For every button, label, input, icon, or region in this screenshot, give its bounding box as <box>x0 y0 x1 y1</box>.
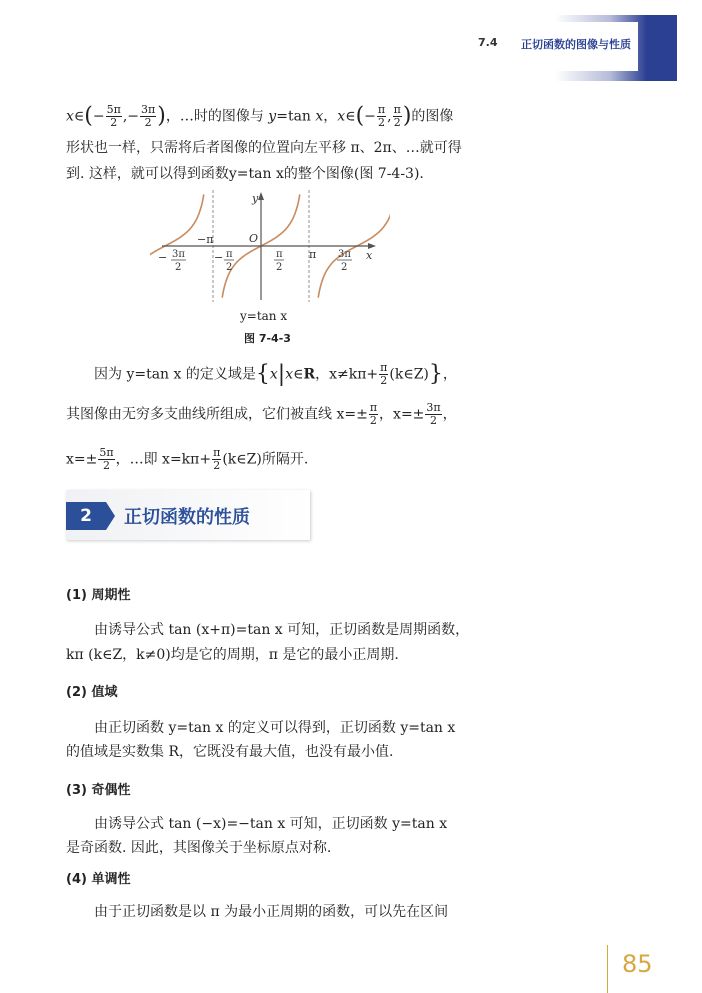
prop-text: 由于正切函数是以 π 为最小正周期的函数，可以先在区间 <box>94 904 449 920</box>
section-heading <box>66 490 310 540</box>
header-section-title: 正切函数的图像与性质 <box>521 38 631 51</box>
y-axis-label: y <box>252 192 259 205</box>
para1-line2: 形状也一样，只需将后者图像的位置向左平移 π、2π、…就可得 <box>66 140 462 156</box>
svg-text:2: 2 <box>175 262 182 273</box>
tick-pi2-num: π <box>276 249 283 260</box>
prop-text: kπ (k∈Z，k≠0)均是它的周期，π 是它的最小正周期. <box>66 647 399 663</box>
tan-graph <box>150 185 390 305</box>
para1-line1: x∈(− $\frac{5\pi}{2}$ ,− $\frac{3\pi}{2}$ )，…时的图像与 y=tan x，x∈(− $\frac{\pi}{2}$ , $\frac{\pi}{2}$ )的图像 <box>66 103 454 129</box>
page-number: 85 <box>622 950 653 978</box>
prop-text: 由诱导公式 tan (x+π)=tan x 可知，正切函数是周期函数， <box>94 622 470 638</box>
header-section-number: 7.4 <box>478 36 498 49</box>
section-arrow-icon <box>106 502 115 530</box>
origin-label: O <box>249 232 259 245</box>
tick-3pi2-num: 3π <box>338 249 351 260</box>
prop-heading-range: (2) 值域 <box>66 685 118 700</box>
tick-neg-pi: −π <box>197 233 214 246</box>
tick-neg-3pi2-num: 3π <box>172 249 185 260</box>
para1-line3: 到. 这样，就可以得到函数y=tan x的整个图像(图 7-4-3). <box>66 166 424 182</box>
prop-text: 的值域是实数集 R，它既没有最大值，也没有最小值. <box>66 744 394 760</box>
prop-text: 是奇函数. 因此，其图像关于坐标原点对称. <box>66 840 332 856</box>
tick-neg-pi2-num: π <box>226 249 233 260</box>
para2-line3: x=± $\frac{5\pi}{2}$ ，…即 x=kπ+ $\frac{\pi}{2}$ (k∈Z)所隔开. <box>66 446 309 472</box>
y-axis-arrow <box>258 192 264 200</box>
x-axis-label: x <box>366 249 373 262</box>
section-number: 2 <box>66 502 106 530</box>
prop-heading-parity: (3) 奇偶性 <box>66 783 131 798</box>
svg-text:2: 2 <box>341 262 348 273</box>
svg-text:−: − <box>214 251 224 264</box>
tick-pi: π <box>309 248 317 261</box>
svg-text:2: 2 <box>276 262 283 273</box>
figure-caption: 图 7-4-3 <box>244 332 291 345</box>
svg-text:−: − <box>158 251 168 264</box>
para2-line2: 其图像由无穷多支曲线所组成，它们被直线 x=± $\frac{\pi}{2}$ ，x=± $\frac{3\pi}{2}$ ， <box>66 401 457 427</box>
prop-text: 由诱导公式 tan (−x)=−tan x 可知，正切函数 y=tan x <box>94 816 448 832</box>
figure-formula: y=tan x <box>240 309 288 323</box>
page-number-divider <box>607 945 608 993</box>
prop-text: 由正切函数 y=tan x 的定义可以得到，正切函数 y=tan x <box>94 720 456 736</box>
prop-heading-periodicity: (1) 周期性 <box>66 588 131 603</box>
para2-line1: 因为 y=tan x 的定义域是{x|x∈R，x≠kπ+ $\frac{\pi}{2}$ (k∈Z)}， <box>94 361 457 387</box>
prop-heading-monotonicity: (4) 单调性 <box>66 872 131 887</box>
section-title: 正切函数的性质 <box>124 507 250 528</box>
svg-text:2: 2 <box>226 262 233 273</box>
